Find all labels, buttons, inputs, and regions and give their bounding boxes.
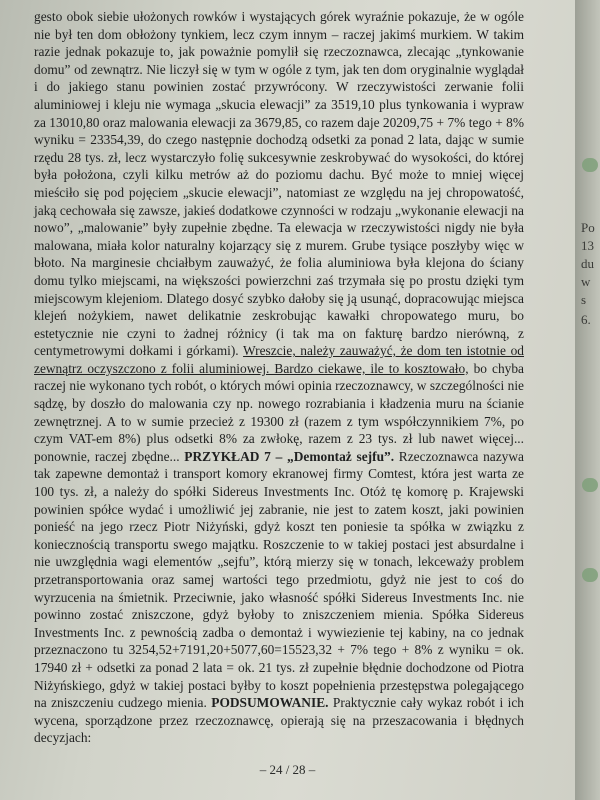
body-text: Praktycznie cały wykaz robót i ich wycena, sporządzone przez rzeczoznawcę, opierają się na przeszacowania i błędnych decyzjach: (34, 695, 524, 746)
body-text: bo chyba raczej nie wykonano tych robót, o których mówi opinia rzeczoznawcy, w szczególności nie sądzę, by doszło do malowania czy np. nowego rozrabiania i kładzenia muru na ścianie zewnętrznej. A to w sumie przecież z 19300 zł (razem z tym współczynnikiem 7%, po czym VAT-em 8%) plus odsetki 8% za zwłokę, razem z 23 tys. zł lub nawet więcej... ponownie, raczej zbędne... (34, 360, 524, 464)
adjacent-page-edge (575, 0, 600, 800)
adjacent-page-fragment: du (581, 256, 594, 271)
underlined-text: Wreszcie, należy zauważyć, że dom ten istotnie od zewnątrz oczyszczono z folii aluminiowej. Bardzo ciekawe, ile to kosztowało, (34, 343, 524, 376)
adjacent-page-fragment: 6. (581, 312, 591, 327)
body-text: gesto obok siebie ułożonych rowków i wystających górek wyraźnie pokazuje, że w ogóle nie był ten dom obłożony tynkiem, lecz czym innym – raczej jakimś murkiem. W takim razie jednak pokazuje to, jak poważnie pomylił się rzeczoznawca, zlecając „tynkowanie domu” od zewnątrz. Nie liczył się w tym w ogóle z tym, jak ten dom oryginalnie wyglądał i do jakiego stanu powinien zostać przywrócony. W rzeczywistości zerwanie folii aluminiowej i kleju nie wymaga „skucia elewacji” za 3519,10 plus tynkowania i wypraw za 13010,80 oraz malowania elewacji za 3679,85, co razem daje 20209,75 + 7% tego + 8% wyniku = 23354,39, do czego następnie dochodzą odsetki za ponad 2 lata, dając w sumie rzędu 28 tys. zł, lecz wystarczyło folię sukcesywnie zeskrobywać do wysokości, do której była położona, czyli kilku metrów aż do poziomu dachu. Być może to mniej więcej mieściło się pod pojęciem „skucie elewacji”, natomiast ze względu na jej chropowatość, jaką cechowała się zawsze, jakieś dodatkowe czynności w rodzaju „wykonanie elewacji na nowo”, „malowanie” były zupełnie zbędne. Ta elewacja w rzeczywistości nigdy nie była malowana, miała kolor naturalny kojarzący się z murem. Grube tysiące poszłyby więc w błoto. Na marginesie chciałbym zauważyć, że folia aluminiowa była klejona do ściany domu tylko miejscami, na większości powierzchni zaś trzymała się po prostu dzięki tym miejscowym klejeniom. Dlatego dosyć szybko dałoby się ją usunąć, dopracowując miejsca klejeń nożykiem, nawet delikatnie zeskrobując kawałki chropowatego muru, bo estetycznie nie czyni to żadnej różnicy (i tak ma on fakturę bardzo nierówną, z centymetrowymi dołkami i górkami). (34, 9, 524, 359)
paragraph (34, 8, 524, 747)
binder-clip-icon (582, 568, 598, 582)
bold-heading-text: PRZYKŁAD 7 – „Demontaż sejfu”. (184, 448, 395, 464)
adjacent-page-fragment: 13 (581, 238, 594, 253)
adjacent-page-fragment: Po (581, 220, 595, 235)
adjacent-page-fragment: w (581, 274, 591, 289)
page-number: – 24 / 28 – (259, 762, 316, 777)
bold-heading-text: PODSUMOWANIE. (211, 695, 329, 711)
adjacent-page-fragment: s (581, 292, 587, 307)
binder-clip-icon (582, 158, 598, 172)
body-text: Rzeczoznawca nazywa tak zapewne demontaż i transport komory ekranowej firmy Comtest, która jest warta ze 100 tys. zł, a należy do spółki Sidereus Investments Inc. Otóż tę komorę p. Krajewski powinien spółce wydać i umożliwić jej zabranie, nie jest to zatem koszt, jaki powinien ponieść na jego rzecz Piotr Niżyński, gdyż koszt ten poniesie ta spółka w związku z koniecznością transportu swego majątku. Roszczenie to w takiej postaci jest absurdalne i nie uwzględnia wagi elementów „sejfu”, którą mierzy się w tonach, lekceważy problem przetransportowania oraz samej wartości tego przedmiotu, gdyż nie jest to coś do wyrzucenia na śmietnik. Przeciwnie, jako własność spółki Sidereus Investments Inc. nie powinno zostać zniszczone, gdyż byłoby to zniszczeniem mienia. Spółka Sidereus Investments Inc. z pewnością zadba o demontaż i wywiezienie tej kabiny, na co jednak przeznaczono tu 3254,52+7191,20+5077,60=15523,32 + 7% tego + 8% z wyniku = ok. 17940 zł + odsetki za ponad 2 lata = ok. 21 tys. zł zupełnie błędnie dochodzone od Piotra Niżyńskiego, gdyż w takiej postaci byłby to koszt popełnienia przestępstwa polegającego na zniszczeniu cudzego mienia. (34, 448, 524, 711)
binder-clip-icon (582, 478, 598, 492)
page-text (34, 8, 524, 747)
